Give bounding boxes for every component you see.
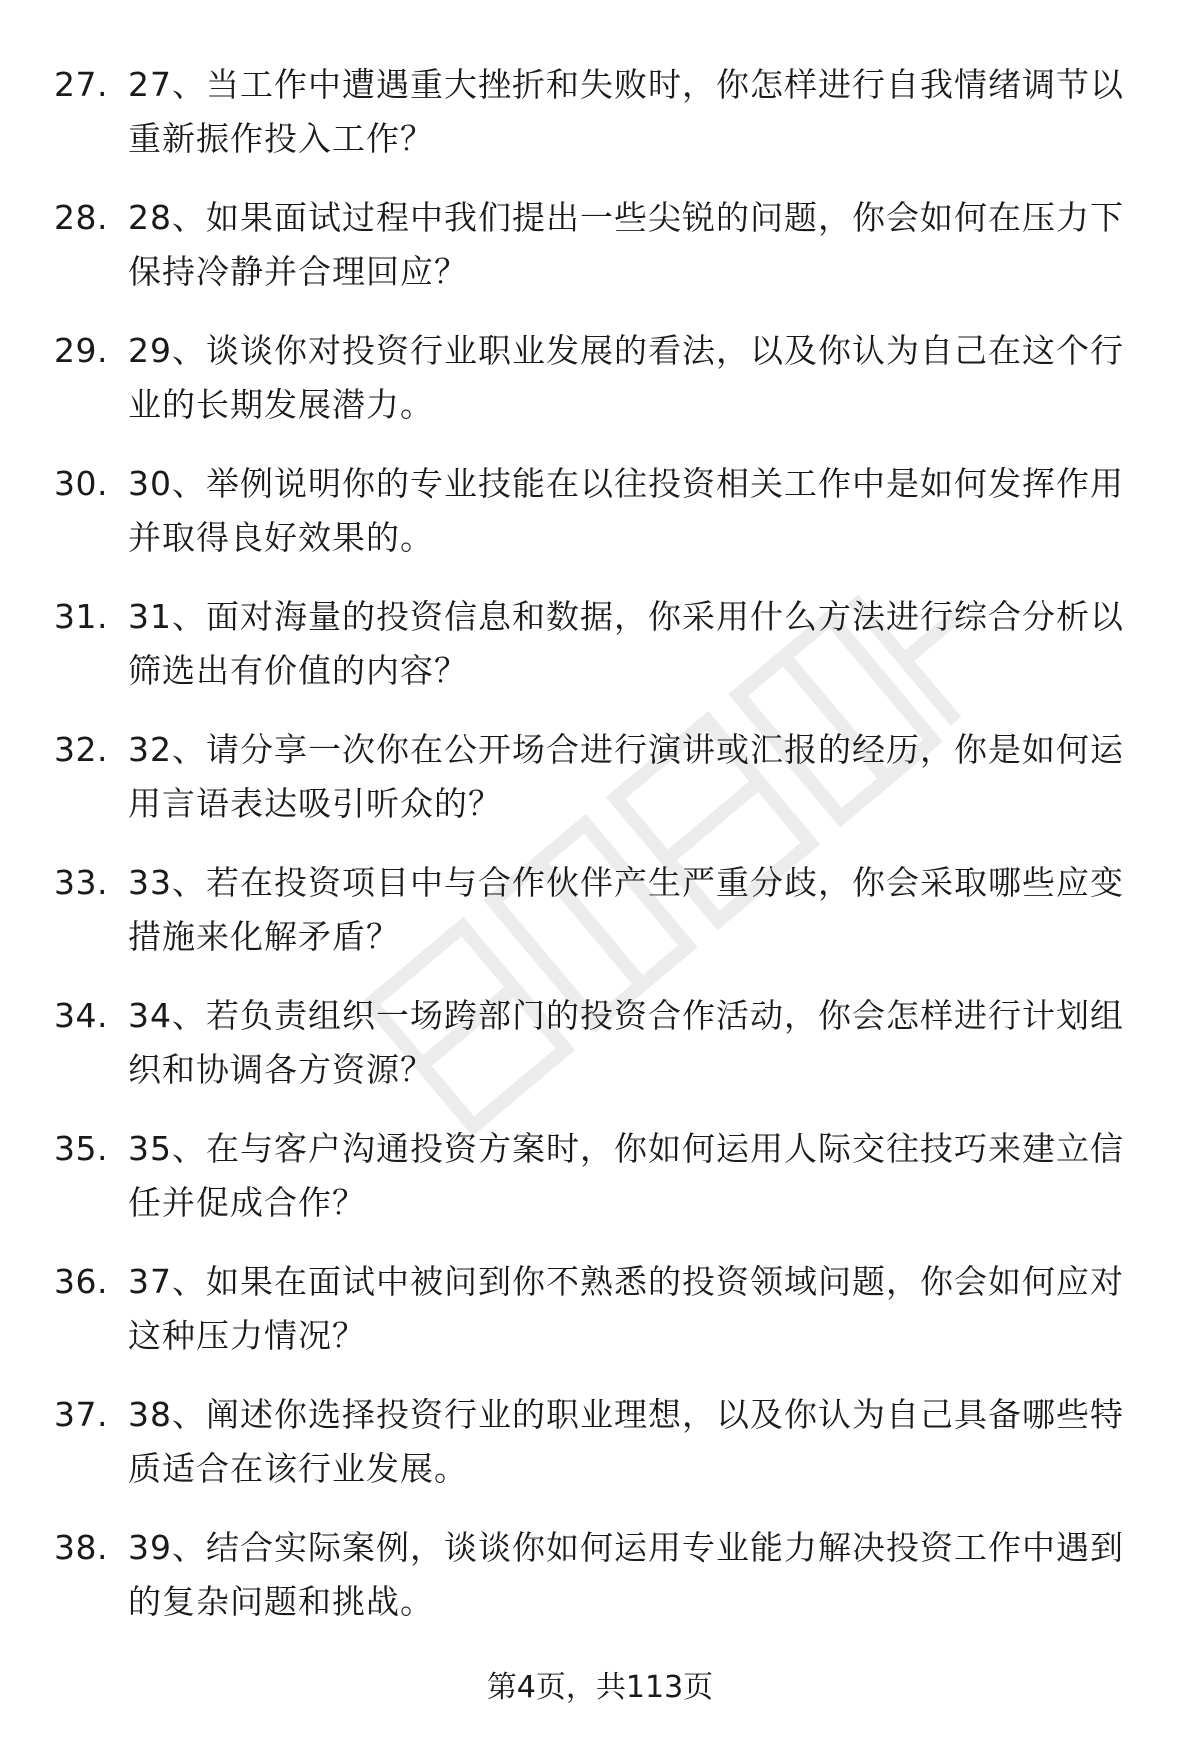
list-item <box>0 1388 1200 1521</box>
question-number: 30. <box>54 464 108 503</box>
list-item <box>0 989 1200 1122</box>
question-text: 27、当工作中遭遇重大挫折和失败时，你怎样进行自我情绪调节以重新振作投入工作？ <box>128 65 1124 158</box>
question-text: 33、若在投资项目中与合作伙伴产生严重分歧，你会采取哪些应变措施来化解矛盾？ <box>128 863 1124 956</box>
question-number: 35. <box>54 1129 108 1168</box>
list-item <box>0 58 1200 191</box>
list-item <box>0 856 1200 989</box>
list-item <box>0 1521 1200 1654</box>
question-number: 31. <box>54 597 108 636</box>
question-text: 29、谈谈你对投资行业职业发展的看法，以及你认为自己在这个行业的长期发展潜力。 <box>128 331 1124 424</box>
question-number: 34. <box>54 996 108 1035</box>
list-item <box>0 1122 1200 1255</box>
question-number: 29. <box>54 331 108 370</box>
list-item <box>0 324 1200 457</box>
question-text: 34、若负责组织一场跨部门的投资合作活动，你会怎样进行计划组织和协调各方资源？ <box>128 996 1124 1089</box>
list-item <box>0 457 1200 590</box>
question-number: 32. <box>54 730 108 769</box>
question-text: 39、结合实际案例，谈谈你如何运用专业能力解决投资工作中遇到的复杂问题和挑战。 <box>128 1528 1124 1621</box>
question-number: 27. <box>54 65 108 104</box>
list-item <box>0 723 1200 856</box>
question-text: 30、举例说明你的专业技能在以往投资相关工作中是如何发挥作用并取得良好效果的。 <box>128 464 1124 557</box>
page-footer: 第4页，共113页 <box>486 1670 714 1705</box>
question-number: 36. <box>54 1262 108 1301</box>
question-text: 35、在与客户沟通投资方案时，你如何运用人际交往技巧来建立信任并促成合作？ <box>128 1129 1124 1222</box>
question-text: 28、如果面试过程中我们提出一些尖锐的问题，你会如何在压力下保持冷静并合理回应？ <box>128 198 1124 291</box>
question-text: 38、阐述你选择投资行业的职业理想，以及你认为自己具备哪些特质适合在该行业发展。 <box>128 1395 1124 1488</box>
question-text: 37、如果在面试中被问到你不熟悉的投资领域问题，你会如何应对这种压力情况？ <box>128 1262 1124 1355</box>
question-list <box>0 58 1200 1654</box>
question-number: 38. <box>54 1528 108 1567</box>
question-number: 37. <box>54 1395 108 1434</box>
question-text: 32、请分享一次你在公开场合进行演讲或汇报的经历，你是如何运用言语表达吸引听众的？ <box>128 730 1124 823</box>
question-number: 33. <box>54 863 108 902</box>
list-item <box>0 191 1200 324</box>
question-number: 28. <box>54 198 108 237</box>
list-item <box>0 1255 1200 1388</box>
list-item <box>0 590 1200 723</box>
question-text: 31、面对海量的投资信息和数据，你采用什么方法进行综合分析以筛选出有价值的内容？ <box>128 597 1124 690</box>
